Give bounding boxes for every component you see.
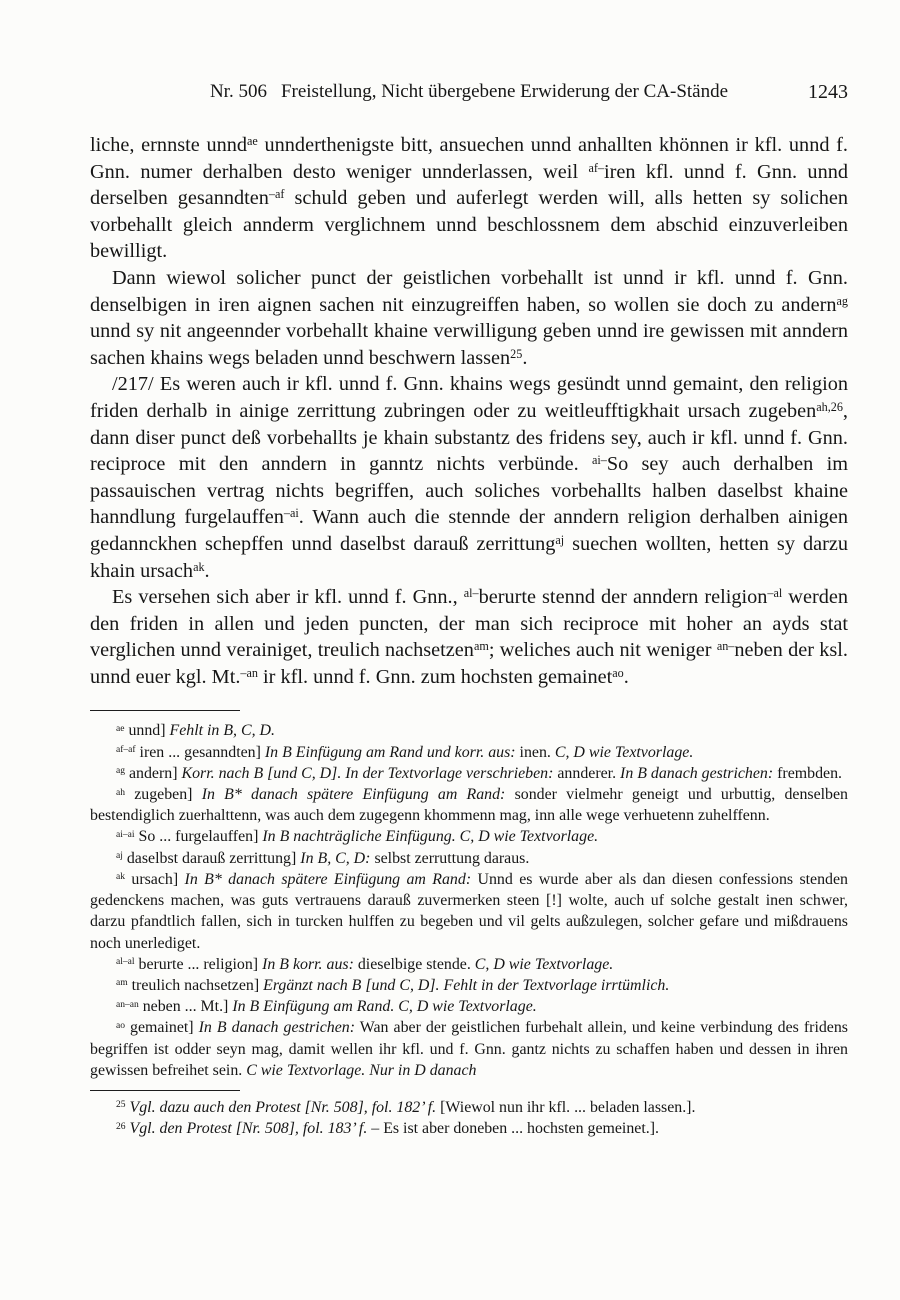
apparatus-entry: $^{am}$ treulich nachsetzen] Ergänzt nach B [und C, D]. Fehlt in der Textvorlage irrtümlich. [116, 976, 670, 994]
apparatus-entry: $^{ah}$ zugeben] In B* danach spätere Einfügung am Rand: sonder vielmehr geneigt und urbuttig, denselben bestendiglich zuerhalttenn, was auch dem zugegenn khommenn mag, inn alle wege verhuetenn zuhelffenn. [90, 786, 848, 825]
body-paragraph: Dann wiewol solicher punct der geistlichen vorbehallt ist unnd ir kfl. unnd f. Gnn. denselbigen in iren aignen sachen nit einzugreiffen haben, so wollen sie doch zu andern$^{ag}$ unnd sy nit angeennder vorbehallt khaine verwilligung geben unnd ire gewissen mit anndern sachen khains wegs beladen unnd beschwern lassen$^{25}$. [90, 266, 848, 369]
critical-apparatus [90, 720, 848, 1080]
doc-number: Nr. 506 [209, 81, 267, 102]
footnotes [90, 1097, 848, 1139]
body-paragraph: liche, ernnste unnd$^{ae}$ unnderthenigste bitt, ansuechen unnd anhallten khönnen ir kfl. unnd f. Gnn. numer derhalben desto weniger unnderlassen, weil $^{af-}$iren kfl. unnd f. Gnn. unnd derselben gesanndten$^{-af}$ schuld geben und auferlegt werden will, alls hetten sy solichen vorbehallt gleich annderm verglichnem unnd beschlossnem dem abschid einzuverleiben bewilligt. [90, 134, 848, 263]
footnote-separator [90, 1090, 240, 1091]
running-head [90, 80, 848, 104]
apparatus-separator [90, 710, 240, 711]
running-head-center [90, 80, 848, 104]
body-paragraph: /217/ Es weren auch ir kfl. unnd f. Gnn. khains wegs gesündt unnd gemaint, den religion friden derhalb in ainige zerrittung zubringen oder zu weitleufftigkhait ursach zugeben$^{ah,26}$, dann diser punct deß vorbehallts je khain substantz des fridens sey, auch ir kfl. unnd f. Gnn. reciproce mit den anndern in ganntz nichts verbünde. $^{ai-}$So sey auch derhalben im passauischen vertrag nichts begriffen, auch soliches vorbehallts halben daselbst khaine hanndlung furgelauffen$^{-ai}$. Wann auch die stennde der anndern religion derhalben ainigen gedannckhen schepffen unnd daselbst darauß zerrittung$^{aj}$ suechen wollten, hetten sy darzu khain ursach$^{ak}$. [90, 373, 848, 582]
page-number: 1243 [808, 81, 848, 103]
apparatus-entry: $^{ai-ai}$ So ... furgelauffen] In B nachträgliche Einfügung. C, D wie Textvorlage. [116, 828, 599, 846]
footnote-entry: $^{25}$ Vgl. dazu auch den Protest [Nr. 508], fol. 182’ f. [Wiewol nun ihr kfl. ... beladen lassen.]. [116, 1098, 696, 1116]
main-text [90, 132, 848, 690]
apparatus-entry: $^{aj}$ daselbst darauß zerrittung] In B, C, D: selbst zerruttung daraus. [116, 849, 530, 867]
apparatus-entry: $^{ag}$ andern] Korr. nach B [und C, D]. In der Textvorlage verschrieben: annderer. In B danach gestrichen: frembden. [116, 764, 843, 782]
apparatus-entry: $^{al-al}$ berurte ... religion] In B korr. aus: dieselbige stende. C, D wie Textvorlage. [116, 955, 614, 973]
apparatus-entry: $^{ae}$ unnd] Fehlt in B, C, D. [116, 722, 275, 740]
apparatus-entry: $^{ak}$ ursach] In B* danach spätere Einfügung am Rand: Unnd es wurde aber als dan diesen confessions stenden gedenckens machen, was guts vertrauens darauß zuvermerken steen [!] wolte, auch uf solche gestalt inen schwer, darzu pfandtlich fallen, sich in turcken hulffen zu begeben und vil gelts außzulegen, solcher gefare und mißdrauens noch unerlediget. [90, 870, 848, 952]
body-paragraph: Es versehen sich aber ir kfl. unnd f. Gnn., $^{al-}$berurte stennd der anndern religion$^{-al}$ werden den friden in allen und jeden puncten, der man sich reciproce mit hoher an ayds stat verglichen unnd verainiget, treulich nachsetzen$^{am}$; weliches auch nit weniger $^{an-}$neben der ksl. unnd euer kgl. Mt.$^{-an}$ ir kfl. unnd f. Gnn. zum hochsten gemainet$^{ao}$. [90, 586, 848, 688]
footnote-entry: $^{26}$ Vgl. den Protest [Nr. 508], fol. 183’ f. – Es ist aber doneben ... hochsten gemeinet.]. [116, 1120, 659, 1138]
apparatus-entry: $^{an-an}$ neben ... Mt.] In B Einfügung am Rand. C, D wie Textvorlage. [116, 998, 537, 1016]
apparatus-entry: $^{af-af}$ iren ... gesanndten] In B Einfügung am Rand und korr. aus: inen. C, D wie Textvorlage. [116, 743, 694, 761]
apparatus-entry: $^{ao}$ gemainet] In B danach gestrichen: Wan aber der geistlichen furbehalt allein, und keine verbindung des fridens begriffen ist odder seyn mag, damit wellen ihr kfl. und f. Gnn. gantz nichts zu schaffen haben und dessen in ihren gewissen befreihet sein. C wie Textvorlage. Nur in D danach [90, 1019, 848, 1079]
doc-title: Freistellung, Nicht übergebene Erwiderung der CA-Stände [280, 81, 729, 102]
